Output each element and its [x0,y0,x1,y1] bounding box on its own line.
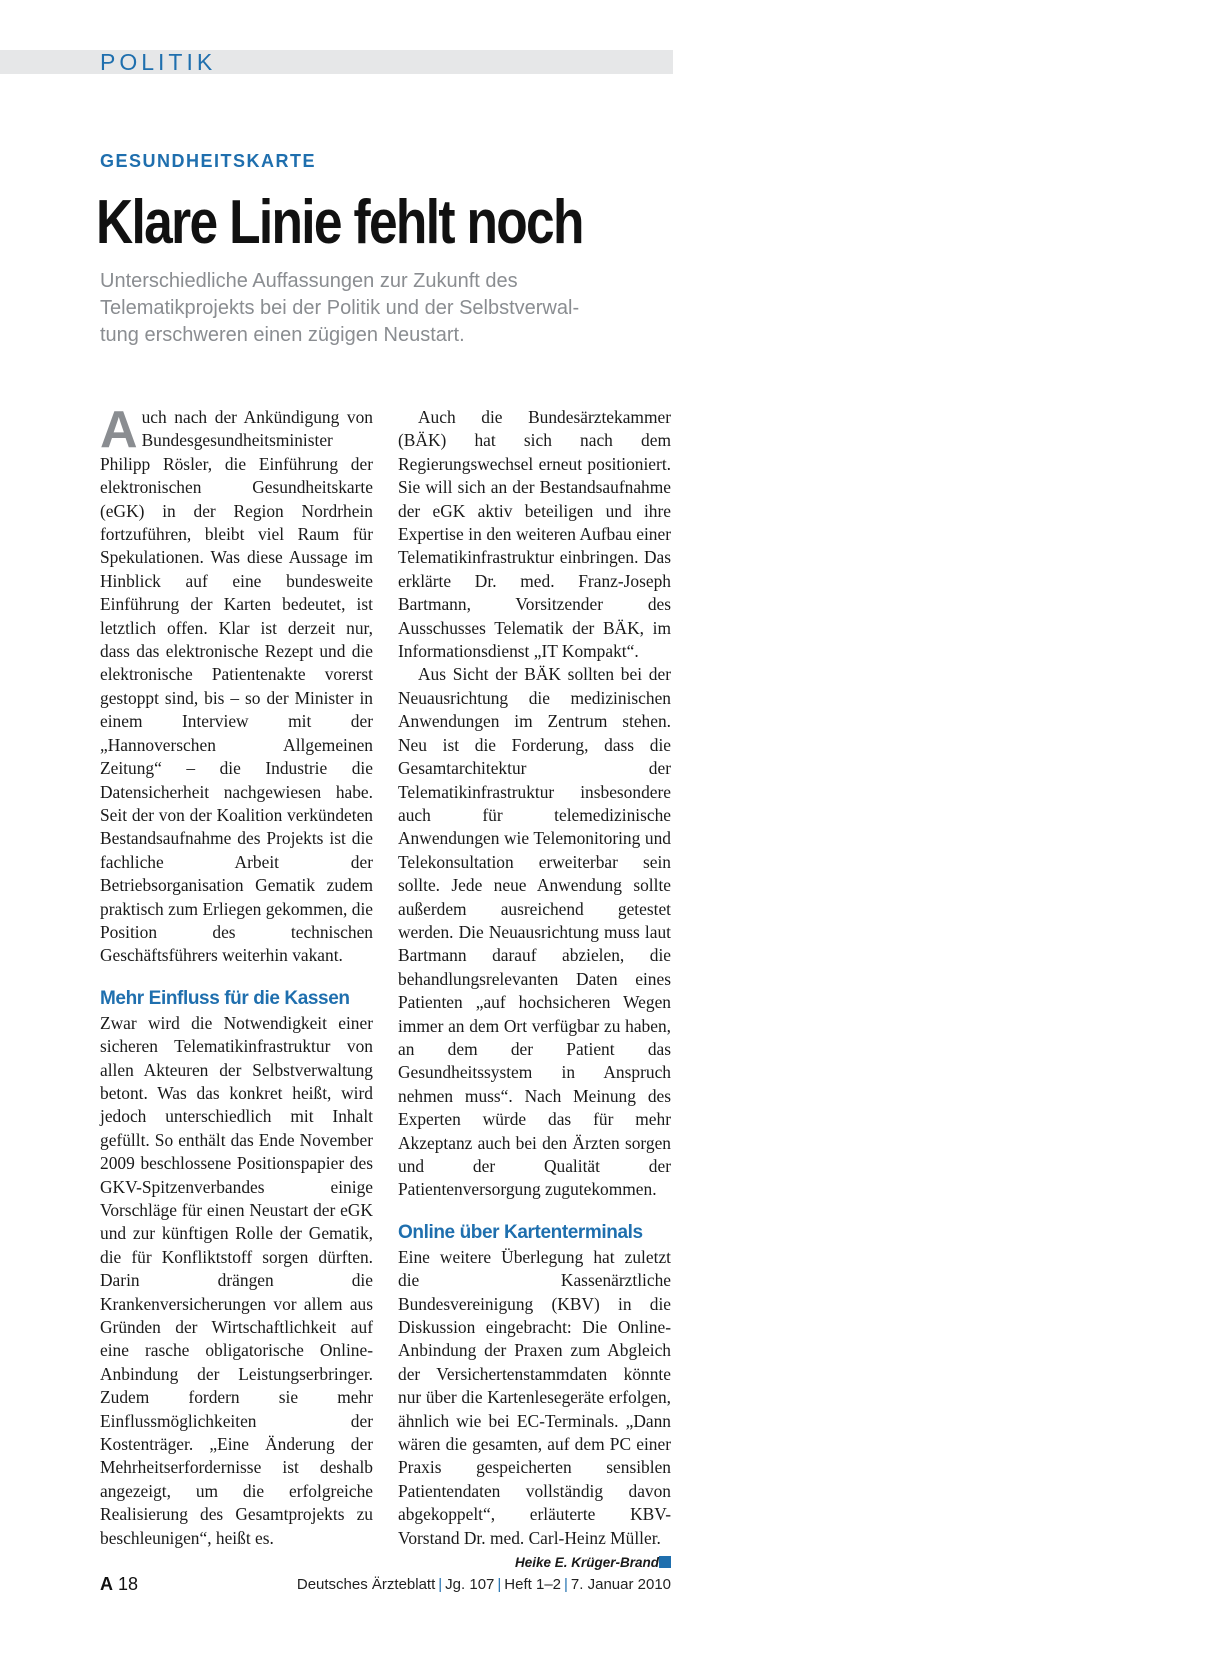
dropcap: A [100,401,138,459]
end-square-icon [659,1556,671,1568]
right-paragraph-3-text: Eine weitere Überlegung hat zuletzt die Kassenärztliche Bundesvereinigung (KBV) in die Diskussion eingebracht: Die Online-Anbindung der Praxen zum Abgleich der Versichertenstammdaten könnte nur über die Kartenlesegeräte erfolgen, ähnlich wie bei EC-Terminals. „Dann wären die gesamten, auf dem PC einer Praxis gespeicherten sensiblen Patientendaten vollständig davon abgekoppelt“, erläuterte KBV-Vorstand Dr. med. Carl-Heinz Müller. [398,1246,671,1548]
footer-volume: Jg. 107 [445,1576,495,1593]
right-paragraph-1: Auch die Bundesärztekammer (BÄK) hat sich nach dem Regierungswechsel erneut positioniert. Sie will sich an der Bestandsaufnahme der eGK aktiv beteiligen und ihre Expertise in den weiteren Aufbau einer Telematikinfrastruktur einbringen. Das erklärte Dr. med. Franz-Joseph Bartmann, Vorsitzender des Ausschusses Telematik der BÄK, im Informationsdienst „IT Kompakt“. [398,407,671,662]
footer-journal: Deutsches Ärzteblatt [296,1576,436,1593]
footer-issue: Heft 1–2 [504,1576,562,1593]
deck-line: tung erschweren einen zügigen Neustart. [100,324,465,346]
article-headline: Klare Linie fehlt noch [96,188,583,257]
subhead-kassen: Mehr Einfluss für die Kassen [100,987,350,1009]
left-paragraph-1 [100,401,373,968]
footer-publication-info [297,1576,671,1593]
page-number [100,1574,138,1595]
right-paragraph-3 [398,1246,671,1550]
author-byline: Heike E. Krüger-Brand [514,1555,659,1571]
footer-date: 7. Januar 2010 [570,1576,671,1593]
page-prefix: A [100,1574,113,1594]
left-column [100,401,373,1550]
article-deck [100,268,690,349]
deck-line: Telematikprojekts bei der Politik und der Selbstverwal- [100,297,580,319]
footer-separator: | [497,1576,502,1593]
left-paragraph-1-text: uch nach der Ankündigung von Bundesgesundheitsminister Philipp Rösler, die Einführung der elektronischen Gesundheitskarte (eGK) in der Region Nordrhein fortzuführen, bleibt viel Raum für Spekulationen. Was diese Aussage im Hinblick auf eine bundesweite Einführung der Karten bedeutet, ist letztlich offen. Klar ist derzeit nur, dass das elektronische Rezept und die elektronische Patientenakte vorerst gestoppt sind, bis – so der Minister in einem Interview mit der „Hannoverschen Allgemeinen Zeitung“ – die Industrie die Datensicherheit nachgewiesen habe. Seit der von der Koalition verkündeten Bestandsaufnahme des Projekts ist die fachliche Arbeit der Betriebsorganisation Gematik zudem praktisch zum Erliegen gekommen, die Position des technischen Geschäftsführers weiterhin vakant. [100,407,373,966]
section-label: POLITIK [100,49,217,75]
right-paragraph-2: Aus Sicht der BÄK sollten bei der Neuausrichtung die medizinischen Anwendungen im Zentrum stehen. Neu ist die Forderung, dass die Gesamtarchitektur der Telematikinfrastruktur insbesondere auch für telemedizinische Anwendungen wie Telemonitoring und Telekonsultation erweiterbar sein sollte. Jede neue Anwendung sollte außerdem ausreichend getestet werden. Die Neuausrichtung muss laut Bartmann darauf abzielen, die behandlungsrelevanten Daten eines Patienten „auf hochsicheren Wegen immer an dem Ort verfügbar zu haben, an dem der Patient das Gesundheitssystem in Anspruch nehmen muss“. Nach Meinung des Experten würde das für mehr Akzeptanz auch bei den Ärzten sorgen und der Qualität der Patientenversorgung zugutekommen. [398,664,671,1200]
footer-separator: | [564,1576,568,1593]
deck-line: Unterschiedliche Auffassungen zur Zukunft des [100,270,518,292]
subhead-kartenterminals: Online über Kartenterminals [398,1221,643,1243]
article-kicker: GESUNDHEITSKARTE [100,151,317,171]
right-column [398,406,671,1574]
footer-separator: | [438,1576,443,1593]
left-paragraph-2: Zwar wird die Notwendigkeit einer sicheren Telematikinfrastruktur von allen Akteuren der Selbstverwaltung betont. Was das konkret heißt, wird jedoch unterschiedlich mit Inhalt gefüllt. So enthält das Ende November 2009 beschlossene Positionspapier des GKV-Spitzenverbandes einige Vorschläge für einen Neustart der eGK und zur künftigen Rolle der Gematik, die für Konfliktstoff sorgen dürften. Darin drängen die Krankenversicherungen vor allem aus Gründen der Wirtschaftlichkeit auf eine rasche obligatorische Online-Anbindung der Leistungserbringer. Zudem fordern sie mehr Einflussmöglichkeiten der Kostenträger. „Eine Änderung der Mehrheitserfordernisse ist deshalb angezeigt, um die erfolgreiche Realisierung des Gesamtprojekts zu beschleunigen“, heißt es. [100,1012,373,1548]
page-number-value: 18 [118,1574,139,1594]
